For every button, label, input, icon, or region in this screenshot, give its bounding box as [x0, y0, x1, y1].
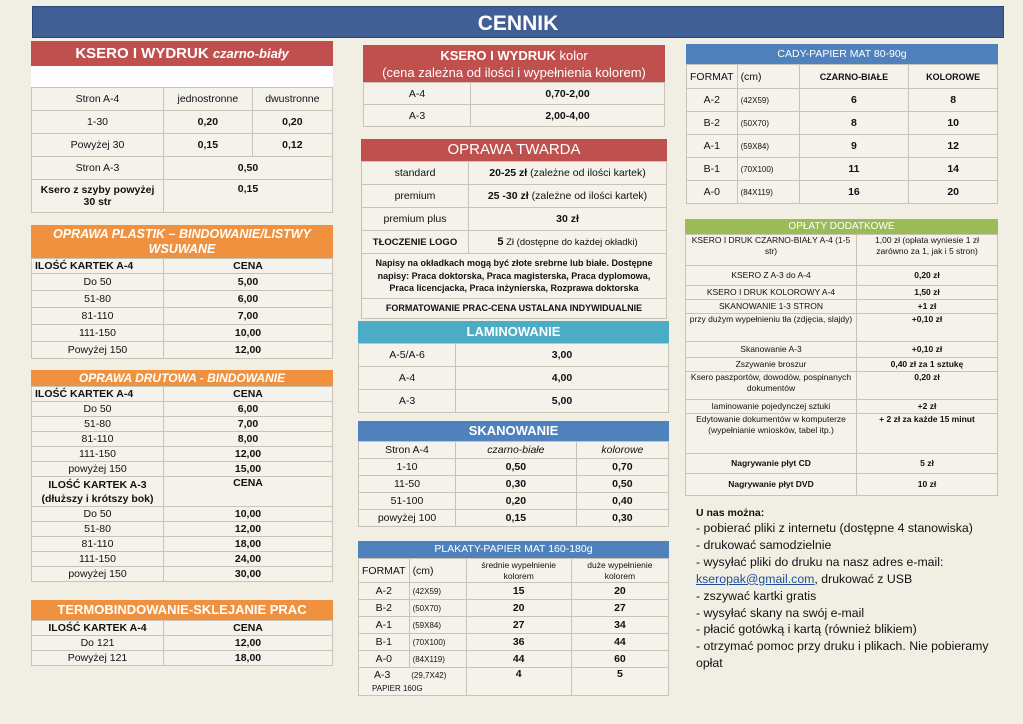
- cell: 5,00: [164, 274, 333, 291]
- cell: 0,30: [456, 476, 577, 493]
- cell: 0,50: [456, 459, 577, 476]
- table-row: [32, 552, 333, 567]
- table-row: [686, 372, 998, 400]
- cell: B-2: [359, 600, 410, 617]
- table-row: [359, 367, 669, 390]
- cell: 44: [571, 634, 668, 651]
- table-row: [32, 342, 333, 359]
- skanowanie-table: [358, 441, 669, 527]
- col-header: CENA: [164, 621, 333, 636]
- col-header: czarno-białe: [456, 442, 577, 459]
- cell: 44: [466, 651, 571, 668]
- cell: 5,00: [456, 390, 669, 413]
- table-row: [32, 432, 333, 447]
- cell: 8,00: [164, 432, 333, 447]
- cell: +2 zł: [857, 400, 998, 414]
- table-row: [686, 414, 998, 454]
- cell: 36: [466, 634, 571, 651]
- cell: (42X59): [409, 583, 466, 600]
- cell: 9: [799, 135, 909, 158]
- col-header: FORMAT: [359, 559, 410, 583]
- services-title: U nas można:: [696, 507, 765, 519]
- cell: 4,00: [456, 367, 669, 390]
- cell: 6,00: [164, 402, 333, 417]
- cell: Ksero paszportów, dowodów, pospinanych dokumentów: [686, 372, 857, 400]
- email-link[interactable]: kseropak@gmail.com: [696, 571, 815, 586]
- cell: 10 zł: [857, 474, 998, 496]
- table-row: [359, 510, 669, 527]
- col-header-note: (dłuższy i krótszy bok): [41, 492, 154, 505]
- cell: 1,00 zł (opłata wyniesie 1 zł zarówno za 1, jak i 5 stron): [857, 235, 998, 266]
- cell: (59X84): [737, 135, 799, 158]
- cell: 30 zł: [469, 208, 667, 231]
- col-header: ILOŚĆ KARTEK A-3: [48, 478, 147, 491]
- cell: 0,70: [576, 459, 668, 476]
- cell: 24,00: [164, 552, 333, 567]
- cell: 1-10: [359, 459, 456, 476]
- cell: 20: [909, 181, 998, 204]
- col-header: KOLOROWE: [909, 65, 998, 89]
- table-row: [359, 390, 669, 413]
- ksero-color-subtitle: kolor: [559, 48, 588, 63]
- cell: 0,20: [164, 111, 253, 134]
- col-header: (cm): [409, 559, 466, 583]
- cell: 27: [571, 600, 668, 617]
- table-row: [32, 291, 333, 308]
- cell: 0,15: [164, 134, 253, 157]
- table-row: [359, 583, 669, 600]
- cell: Do 50: [32, 507, 164, 522]
- termo-header: TERMOBINDOWANIE-SKLEJANIE PRAC: [31, 600, 333, 620]
- table-row: [362, 162, 667, 185]
- cell: 2,00-4,00: [471, 105, 665, 127]
- cell: 0,40: [576, 493, 668, 510]
- cell: 1-30: [32, 111, 164, 134]
- cell: Skanowanie A-3: [686, 342, 857, 358]
- ksero-color-table: [363, 82, 665, 127]
- table-row: [32, 325, 333, 342]
- cell: laminowanie pojedynczej sztuki: [686, 400, 857, 414]
- cell: powyżej 100: [359, 510, 456, 527]
- cell: A-3: [364, 105, 471, 127]
- oplaty-header: OPŁATY DODATKOWE: [685, 219, 998, 234]
- table-row: [359, 617, 669, 634]
- cell: +0,10 zł: [857, 342, 998, 358]
- cell: 16: [799, 181, 909, 204]
- cell: 51-100: [359, 493, 456, 510]
- table-row: [686, 342, 998, 358]
- col-header: jednostronne: [164, 88, 253, 111]
- col-header: ILOŚĆ KARTEK A-4: [32, 387, 164, 402]
- table-row: [32, 462, 333, 477]
- cell: 12,00: [164, 636, 333, 651]
- cell: 14: [909, 158, 998, 181]
- cell: 12,00: [164, 342, 333, 359]
- cell: powyżej 150: [32, 462, 164, 477]
- cell: A-5/A-6: [359, 344, 456, 367]
- cell: 11: [799, 158, 909, 181]
- table-row: [686, 300, 998, 314]
- col-header: ILOŚĆ KARTEK A-4: [32, 259, 164, 274]
- table-row: [32, 537, 333, 552]
- cell: Zszywanie broszur: [686, 358, 857, 372]
- page-title: CENNIK: [32, 6, 1004, 38]
- table-row: [686, 235, 998, 266]
- laminowanie-header: LAMINOWANIE: [358, 321, 669, 343]
- cell: 6,00: [164, 291, 333, 308]
- cell: Nagrywanie płyt CD: [686, 454, 857, 474]
- ksero-color-title: KSERO I WYDRUK: [440, 48, 556, 63]
- format-note: FORMATOWANIE PRAC-CENA USTALANA INDYWIDUALNIE: [362, 298, 667, 318]
- table-row: [32, 447, 333, 462]
- cell: Do 50: [32, 402, 164, 417]
- ksero-bw-table: [31, 87, 333, 213]
- cell: A-4: [359, 367, 456, 390]
- cell: 81-110: [32, 537, 164, 552]
- cell: 0,20: [456, 493, 577, 510]
- cell: 1,50 zł: [857, 286, 998, 300]
- col-header: CENA: [164, 477, 333, 507]
- cell: 4: [466, 668, 571, 696]
- cell: 20: [466, 600, 571, 617]
- cell: 10: [909, 112, 998, 135]
- cell: 7,00: [164, 417, 333, 432]
- plakaty-header: PLAKATY-PAPIER MAT 160-180g: [358, 541, 669, 558]
- list-item: - płacić gotówką i kartą (również blikiem): [696, 622, 917, 637]
- cell: A-3: [359, 390, 456, 413]
- col-header: CENA: [164, 387, 333, 402]
- price-note: (zależne od ilości kartek): [531, 190, 648, 202]
- table-row: [686, 474, 998, 496]
- table-row: [32, 180, 333, 213]
- table-row: [32, 111, 333, 134]
- cell: 30,00: [164, 567, 333, 582]
- plastik-table: [31, 258, 333, 359]
- cell: KSERO I DRUK CZARNO-BIAŁY A-4 (1-5 str): [686, 235, 857, 266]
- cell: (50X70): [409, 600, 466, 617]
- cell: 0,20 zł: [857, 266, 998, 286]
- cell: 27: [466, 617, 571, 634]
- cell: 6: [799, 89, 909, 112]
- cell: 51-80: [32, 291, 164, 308]
- cell: KSERO Z A-3 do A-4: [686, 266, 857, 286]
- cell: SKANOWANIE 1-3 STRON: [686, 300, 857, 314]
- cell: 0,40 zł za 1 sztukę: [857, 358, 998, 372]
- table-row: [362, 208, 667, 231]
- col-header: kolorowe: [576, 442, 668, 459]
- cell: B-1: [687, 158, 738, 181]
- price-note: Zł (dostępne do każdej okładki): [506, 237, 638, 248]
- cell: 81-110: [32, 308, 164, 325]
- cell: 0,50: [576, 476, 668, 493]
- napisy-note: Napisy na okładkach mogą być złote srebrne lub białe. Dostępne napisy: Praca doktorska, Praca magisterska, Praca dyplomowa, Praca licencjacka, Praca inżynierska, Rozprawa doktorska: [362, 254, 667, 299]
- table-row: [359, 344, 669, 367]
- cell: Do 121: [32, 636, 164, 651]
- col-header: ILOŚĆ KARTEK A-4: [32, 621, 164, 636]
- cady-header: CADY-PAPIER MAT 80-90g: [686, 44, 998, 64]
- col-header: Stron A-4: [32, 88, 164, 111]
- cell: 18,00: [164, 651, 333, 666]
- price: 25 -30 zł: [487, 190, 529, 202]
- oplaty-table: [685, 234, 998, 496]
- laminowanie-table: [358, 343, 669, 413]
- cell: A-2: [359, 583, 410, 600]
- cell: TŁOCZENIE LOGO: [362, 231, 469, 254]
- table-row: [359, 476, 669, 493]
- cell: A-1: [687, 135, 738, 158]
- table-row: [687, 89, 998, 112]
- table-row: [687, 112, 998, 135]
- table-row: [362, 231, 667, 254]
- cell: 51-80: [32, 522, 164, 537]
- table-row: [687, 135, 998, 158]
- list-item: - wysyłać pliki do druku na nasz adres e-mail:: [696, 554, 944, 569]
- cell: 111-150: [32, 552, 164, 567]
- cell: KSERO I DRUK KOLOROWY A-4: [686, 286, 857, 300]
- services-list: [696, 506, 1012, 672]
- cell: A-0: [687, 181, 738, 204]
- cady-table: [686, 64, 998, 204]
- cell: 111-150: [32, 325, 164, 342]
- table-row: [686, 286, 998, 300]
- table-row: [686, 400, 998, 414]
- table-row: [32, 417, 333, 432]
- plastik-header: OPRAWA PLASTIK – BINDOWANIE/LISTWY WSUWANE: [31, 225, 333, 258]
- cell: (42X59): [737, 89, 799, 112]
- table-row: [32, 402, 333, 417]
- cell: premium plus: [362, 208, 469, 231]
- cell: 5 zł: [857, 454, 998, 474]
- table-row: [364, 105, 665, 127]
- list-item: - otrzymać pomoc przy druku i plikach. Nie pobieramy opłat: [696, 639, 989, 671]
- skanowanie-header: SKANOWANIE: [358, 421, 669, 441]
- cell: 15,00: [164, 462, 333, 477]
- table-row: [32, 636, 333, 651]
- cell: (84X119): [737, 181, 799, 204]
- ksero-bw-subtitle: czarno-biały: [212, 46, 289, 61]
- ksero-color-header: [363, 45, 665, 82]
- cell: (70X100): [409, 634, 466, 651]
- cell: 0,15: [456, 510, 577, 527]
- ksero-bw-header: [31, 41, 333, 66]
- cell: Powyżej 150: [32, 342, 164, 359]
- cell: A-3: [374, 669, 391, 681]
- table-row: [32, 308, 333, 325]
- cell: B-1: [359, 634, 410, 651]
- plakaty-table: [358, 558, 669, 696]
- cell: Powyżej 30: [32, 134, 164, 157]
- cell: Edytowanie dokumentów w komputerze (wypełnianie wniosków, tabel itp.): [686, 414, 857, 454]
- twarda-table: [361, 161, 667, 319]
- list-item: - zszywać kartki gratis: [696, 588, 817, 603]
- cell: premium: [362, 185, 469, 208]
- cell: 51-80: [32, 417, 164, 432]
- cell: 0,30: [576, 510, 668, 527]
- table-row: [32, 157, 333, 180]
- table-row: [686, 358, 998, 372]
- cell: 12,00: [164, 447, 333, 462]
- table-row: [32, 507, 333, 522]
- list-item: - pobierać pliki z internetu (dostępne 4 stanowiska): [696, 521, 973, 535]
- drutowa-table: [31, 386, 333, 582]
- drutowa-header: OPRAWA DRUTOWA - BINDOWANIE: [31, 370, 333, 386]
- cell: 8: [799, 112, 909, 135]
- cell: 0,70-2,00: [471, 83, 665, 105]
- col-header: Stron A-4: [359, 442, 456, 459]
- cell: 0,20: [252, 111, 332, 134]
- table-row: [687, 158, 998, 181]
- table-row: [362, 185, 667, 208]
- list-item: - wysyłać skany na swój e-mail: [696, 605, 865, 620]
- table-row: [359, 493, 669, 510]
- cell: 34: [571, 617, 668, 634]
- cell: (84X119): [409, 651, 466, 668]
- cell: A-1: [359, 617, 410, 634]
- cell: przy dużym wypełnieniu tła (zdjęcia, slajdy): [686, 314, 857, 342]
- cell: 7,00: [164, 308, 333, 325]
- table-row: [364, 83, 665, 105]
- list-item: [696, 571, 1012, 588]
- cell: 5: [571, 668, 668, 696]
- cell: (70X100): [737, 158, 799, 181]
- table-row: [32, 567, 333, 582]
- cell: 15: [466, 583, 571, 600]
- cell: standard: [362, 162, 469, 185]
- cell: 0,50: [164, 157, 333, 180]
- ksero-color-note: (cena zależna od ilości i wypełnienia kolorem): [382, 65, 646, 80]
- cell: 12,00: [164, 522, 333, 537]
- list-item-text: , drukować z USB: [814, 571, 913, 586]
- cell: powyżej 150: [32, 567, 164, 582]
- cell: Powyżej 121: [32, 651, 164, 666]
- cell: 0,12: [252, 134, 332, 157]
- col-header: dwustronne: [252, 88, 332, 111]
- table-row: [359, 651, 669, 668]
- cell: + 2 zł za każde 15 minut: [857, 414, 998, 454]
- cell: 20: [571, 583, 668, 600]
- cell: Do 50: [32, 274, 164, 291]
- col-header: średnie wypełnienie kolorem: [466, 559, 571, 583]
- table-row: [32, 134, 333, 157]
- cell: +1 zł: [857, 300, 998, 314]
- termo-table: [31, 620, 333, 666]
- cell: B-2: [687, 112, 738, 135]
- cell: Nagrywanie płyt DVD: [686, 474, 857, 496]
- col-header: CZARNO-BIAŁE: [799, 65, 909, 89]
- cell: 0,15: [164, 180, 333, 213]
- table-row: [686, 314, 998, 342]
- cell: 0,20 zł: [857, 372, 998, 400]
- price: 5: [497, 236, 504, 248]
- table-row: [359, 459, 669, 476]
- cell: Ksero z szyby powyżej 30 str: [32, 180, 164, 213]
- cell: 18,00: [164, 537, 333, 552]
- table-row: [687, 181, 998, 204]
- cell: (50X70): [737, 112, 799, 135]
- cell: 10,00: [164, 325, 333, 342]
- table-row: [686, 266, 998, 286]
- cell: 81-110: [32, 432, 164, 447]
- table-row: [32, 274, 333, 291]
- ksero-bw-spacer: [31, 66, 333, 87]
- cell: 12: [909, 135, 998, 158]
- price: 20-25 zł: [489, 167, 528, 179]
- ksero-bw-title: KSERO I WYDRUK: [75, 45, 209, 62]
- cell: A-4: [364, 83, 471, 105]
- table-row: [359, 600, 669, 617]
- list-item: - drukować samodzielnie: [696, 537, 832, 552]
- cell: (29,7X42): [411, 671, 447, 680]
- paper-note: PAPIER 160G: [372, 684, 423, 693]
- col-header: FORMAT: [687, 65, 738, 89]
- cell: 8: [909, 89, 998, 112]
- cell: 3,00: [456, 344, 669, 367]
- cell: +0,10 zł: [857, 314, 998, 342]
- table-row: [32, 522, 333, 537]
- cell: 10,00: [164, 507, 333, 522]
- col-header: duże wypełnienie kolorem: [571, 559, 668, 583]
- twarda-header: OPRAWA TWARDA: [361, 139, 667, 161]
- cell: 60: [571, 651, 668, 668]
- table-row: [686, 454, 998, 474]
- cell: Stron A-3: [32, 157, 164, 180]
- cell: (59X84): [409, 617, 466, 634]
- col-header: (cm): [737, 65, 799, 89]
- cell: A-0: [359, 651, 410, 668]
- table-row: [359, 634, 669, 651]
- price-note: (zależne od ilości kartek): [530, 167, 646, 179]
- cell: 111-150: [32, 447, 164, 462]
- cell: 11-50: [359, 476, 456, 493]
- table-row: [32, 651, 333, 666]
- col-header: CENA: [164, 259, 333, 274]
- table-row: [359, 668, 669, 696]
- cell: A-2: [687, 89, 738, 112]
